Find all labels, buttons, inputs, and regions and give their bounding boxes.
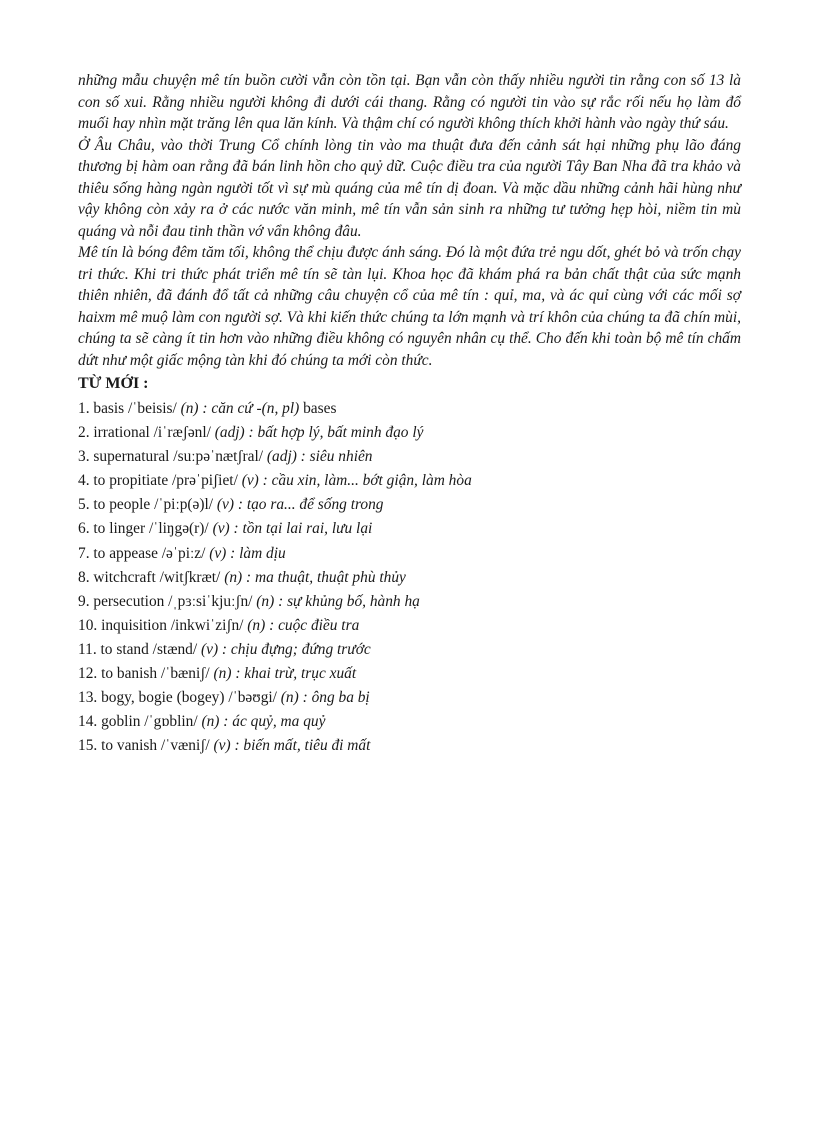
vocab-meaning: (n) : ác quỷ, ma quỷ [201, 713, 326, 731]
vocab-meaning: (n) : căn cứ -(n, pl) [180, 400, 304, 417]
vocab-extra: bases [303, 400, 337, 417]
vocab-list [78, 397, 741, 758]
vocab-heading: TỪ MỚI : [78, 375, 149, 392]
vocab-item [78, 734, 741, 758]
vocab-meaning: (v) : chịu đựng; đứng trước [201, 640, 371, 658]
vocab-item [78, 710, 741, 734]
vocab-meaning: (v) : tồn tại lai rai, lưu lại [212, 520, 373, 538]
vocab-item [78, 662, 741, 686]
vocab-term: 12. to banish /ˈbæniʃ/ [78, 665, 214, 683]
vocab-item [78, 614, 741, 638]
vocab-term: 7. to appease /əˈpiːz/ [78, 544, 210, 562]
vocab-meaning: (n) : ông ba bị [280, 689, 370, 707]
vocab-term: 4. to propitiate /prəˈpiʃiet/ [78, 472, 242, 490]
vocab-term: 10. inquisition /inkwiˈziʃn/ [78, 616, 248, 634]
vocab-meaning: (adj) : siêu nhiên [266, 448, 373, 466]
vocab-meaning: (n) : ma thuật, thuật phù thủy [224, 568, 406, 586]
vocab-item [78, 445, 741, 469]
vocab-term: 3. supernatural /suːpəˈnætʃral/ [78, 448, 267, 466]
vocab-item [78, 469, 741, 493]
vocab-item [78, 638, 741, 662]
vocab-meaning: (n) : sự khủng bố, hành hạ [256, 592, 420, 610]
vocab-term: 11. to stand /stænd/ [78, 640, 201, 658]
vocab-item [78, 421, 741, 445]
vocab-term: 1. basis /ˈbeisis/ [78, 400, 181, 417]
paragraph: Mê tín là bóng đêm tăm tối, không thể chịu được ánh sáng. Đó là một đứa trẻ ngu dốt, ghét bỏ và trốn chạy tri thức. Khi tri thức phát triển mê tín sẽ tàn lụi. Khoa học đã khám phá ra bản chất thật của sức mạnh thiên nhiên, đã đánh đổ tất cả những câu chuyện cổ của mê tín : quỉ, ma, và ác quỉ cùng với các mối sợ haixm mê muộ làm con người sợ. Và khi kiến thức chúng ta lớn mạnh và trí khôn của chúng ta đã chín mùi, chúng ta sẽ càng ít tin hơn vào những điều không có nguyên nhân cụ thể. Cho đến khi toàn bộ mê tín chấm dứt như một giấc mộng tàn khi đó chúng ta mới còn thức. [78, 244, 741, 369]
vocab-term: 8. witchcraft /witʃkræt/ [78, 568, 225, 586]
vocab-term: 9. persecution /ˌpɜːsiˈkjuːʃn/ [78, 592, 257, 610]
vocab-term: 6. to linger /ˈliŋgə(r)/ [78, 520, 213, 538]
vocab-item [78, 397, 741, 421]
vocab-item [78, 590, 741, 614]
paragraph: Ở Âu Châu, vào thời Trung Cổ chính lòng tin vào ma thuật đưa đến cảnh sát hại những phụ lão đáng thương bị hàm oan rằng đã bán linh hồn cho quỷ dữ. Cuộc điều tra của người Tây Ban Nha đã tra khảo và thiêu sống hàng ngàn người tốt vì sự mù quáng của mê tín dị đoan. Và mặc dầu những cảnh hãi hùng như vậy không còn xảy ra ở các nước văn minh, mê tín vẫn sản sinh ra những tư tưởng hẹp hòi, niềm tin mù quáng và nỗi đau tinh thần vớ vẩn không đâu. [78, 136, 741, 240]
vocab-item [78, 493, 741, 517]
vocab-term: 13. bogy, bogie (bogey) /ˈbəʊgi/ [78, 689, 281, 707]
document-page [78, 70, 741, 758]
vocab-term: 5. to people /ˈpiːp(ə)l/ [78, 496, 217, 514]
vocab-term: 2. irrational /iˈræʃənl/ [78, 424, 215, 442]
vocab-meaning: (n) : khai trừ, trục xuất [213, 665, 357, 683]
vocab-meaning: (v) : tạo ra... để sống trong [216, 496, 384, 514]
vocab-meaning: (v) : cầu xin, làm... bớt giận, làm hòa [241, 472, 472, 490]
vocab-item [78, 542, 741, 566]
vocab-term: 15. to vanish /ˈvæniʃ/ [78, 737, 214, 755]
vocab-term: 14. goblin /ˈgɒblin/ [78, 713, 202, 731]
vocab-meaning: (adj) : bất hợp lý, bất minh đạo lý [214, 424, 424, 442]
vocab-meaning: (v) : biến mất, tiêu đi mất [213, 737, 371, 755]
vocab-item [78, 686, 741, 710]
vocab-meaning: (v) : làm dịu [209, 544, 286, 562]
vocab-item [78, 517, 741, 541]
paragraph: những mẫu chuyện mê tín buồn cười vẫn còn tồn tại. Bạn vẫn còn thấy nhiều người tin rằng con số 13 là con số xui. Rằng nhiều người không đi dưới cái thang. Rằng có người tin vào sự rắc rối nếu họ làm đổ muối hay nhìn mặt trăng lên qua lăn kính. Và thậm chí có người không thích khởi hành vào ngày thứ sáu. [78, 72, 741, 132]
vocab-meaning: (n) : cuộc điều tra [247, 616, 360, 634]
vocab-item [78, 566, 741, 590]
